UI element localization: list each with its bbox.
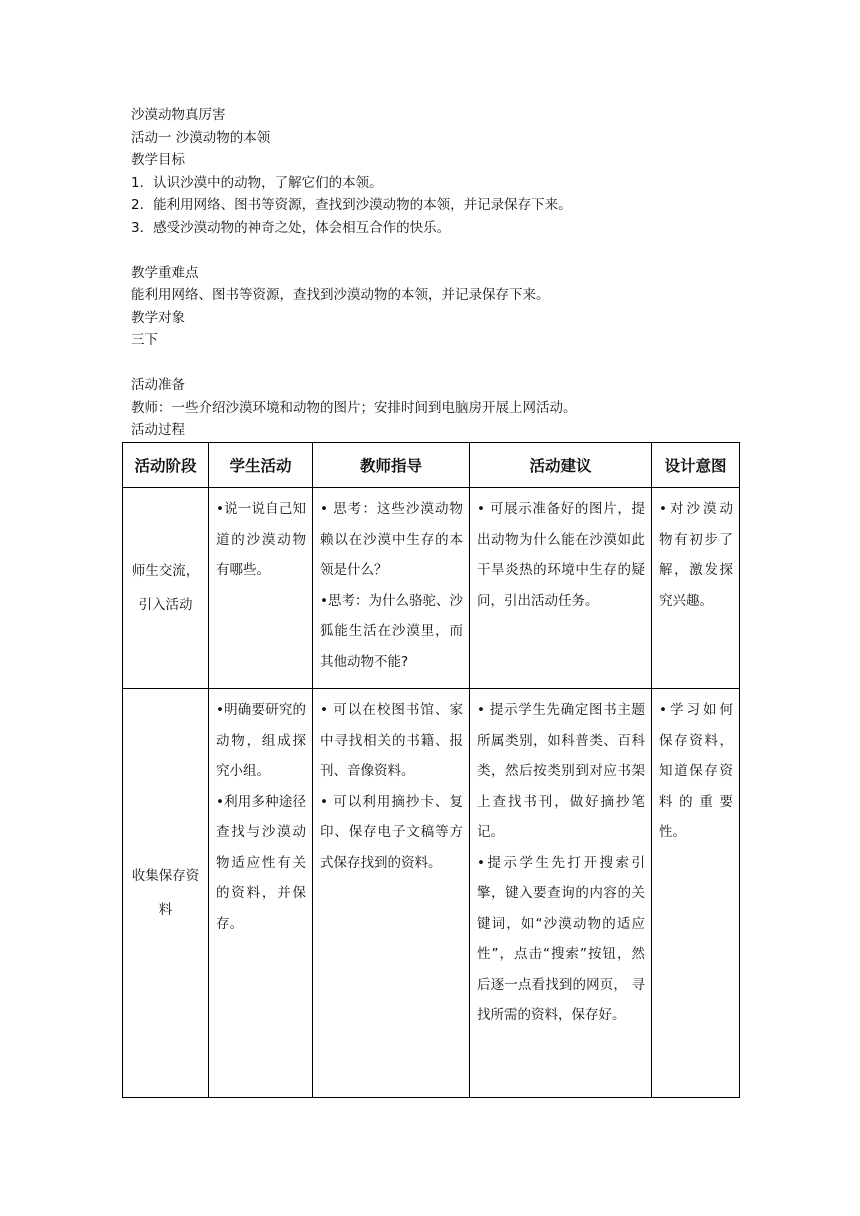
activity-process-table bbox=[122, 442, 740, 1098]
goal-item: 3．感受沙漠动物的神奇之处，体会相互合作的快乐。 bbox=[131, 219, 451, 236]
suggestion-cell bbox=[470, 689, 652, 1098]
header-design-intent: 设计意图 bbox=[652, 443, 740, 488]
teacher-guidance-cell bbox=[313, 689, 470, 1098]
table-row bbox=[123, 488, 740, 689]
audience-text: 三下 bbox=[131, 332, 158, 348]
stage-cell: 师生交流，引入活动 bbox=[123, 488, 209, 689]
header-student-activity: 学生活动 bbox=[209, 443, 313, 488]
student-activity-cell bbox=[209, 689, 313, 1098]
stage-cell: 收集保存资料 bbox=[123, 689, 209, 1098]
design-intent-cell bbox=[652, 689, 740, 1098]
cell-item: • 可以利用摘抄卡、复印、保存电子文稿等方式保存找到的资料。 bbox=[320, 793, 463, 871]
header-suggestion: 活动建议 bbox=[470, 443, 652, 488]
cell-item: • 可以在校图书馆、家中寻找相关的书籍、报刊、音像资料。 bbox=[320, 702, 463, 779]
cell-item: •利用多种途径查找与沙漠动物适应性有关的资料，并保存。 bbox=[216, 793, 306, 932]
design-intent-cell bbox=[652, 488, 740, 689]
header-teacher-guidance: 教师指导 bbox=[313, 443, 470, 488]
cell-item: •对沙漠动物有初步了解，激发探究兴趣。 bbox=[659, 501, 733, 609]
cell-item: •说一说自己知道的沙漠动物有哪些。 bbox=[216, 501, 306, 578]
cell-item: • 可展示准备好的图片，提出动物为什么能在沙漠如此干旱炎热的环境中生存的疑问，引出活动任务。 bbox=[477, 501, 645, 609]
cell-item: •学习如何保存资料，知道保存资料的重要性。 bbox=[659, 702, 733, 840]
cell-item: •思考：为什么骆驼、沙狐能生活在沙漠里，而其他动物不能? bbox=[320, 592, 463, 670]
cell-item: •提示学生先打开搜索引擎，键入要查询的内容的关键词，如“沙漠动物的适应性”，点击“搜索”按钮，然后逐一点看找到的网页， 寻找所需的资料，保存好。 bbox=[477, 854, 645, 1023]
goals-heading: 教学目标 bbox=[131, 152, 185, 168]
suggestion-cell bbox=[470, 488, 652, 689]
goal-item: 1．认识沙漠中的动物，了解它们的本领。 bbox=[131, 174, 383, 191]
header-stage: 活动阶段 bbox=[123, 443, 209, 488]
blank-line bbox=[131, 239, 771, 262]
blank-line bbox=[131, 352, 771, 375]
document-title: 沙漠动物真厉害 bbox=[131, 107, 226, 123]
student-activity-cell bbox=[209, 488, 313, 689]
prep-text: 教师：一些介绍沙漠环境和动物的图片；安排时间到电脑房开展上网活动。 bbox=[131, 399, 577, 416]
process-heading: 活动过程 bbox=[131, 422, 185, 438]
activity-title: 活动一 沙漠动物的本领 bbox=[131, 129, 271, 146]
teacher-guidance-cell bbox=[313, 488, 470, 689]
table-header-row bbox=[123, 443, 740, 488]
document-text-block bbox=[131, 104, 771, 442]
audience-heading: 教学对象 bbox=[131, 309, 185, 326]
goal-item: 2．能利用网络、图书等资源，查找到沙漠动物的本领，并记录保存下来。 bbox=[131, 197, 572, 213]
table-row bbox=[123, 689, 740, 1098]
cell-item: • 思考：这些沙漠动物赖以在沙漠中生存的本领是什么？ bbox=[320, 501, 463, 578]
key-points-heading: 教学重难点 bbox=[131, 264, 199, 281]
key-points-text: 能利用网络、图书等资源，查找到沙漠动物的本领，并记录保存下来。 bbox=[131, 287, 550, 303]
cell-item: •明确要研究的动物，组成探究小组。 bbox=[216, 702, 306, 779]
cell-item: • 提示学生先确定图书主题所属类别，如科普类、百科类，然后按类别到对应书架上查找书刊，做好摘抄笔记。 bbox=[477, 702, 645, 840]
prep-heading: 活动准备 bbox=[131, 377, 185, 393]
